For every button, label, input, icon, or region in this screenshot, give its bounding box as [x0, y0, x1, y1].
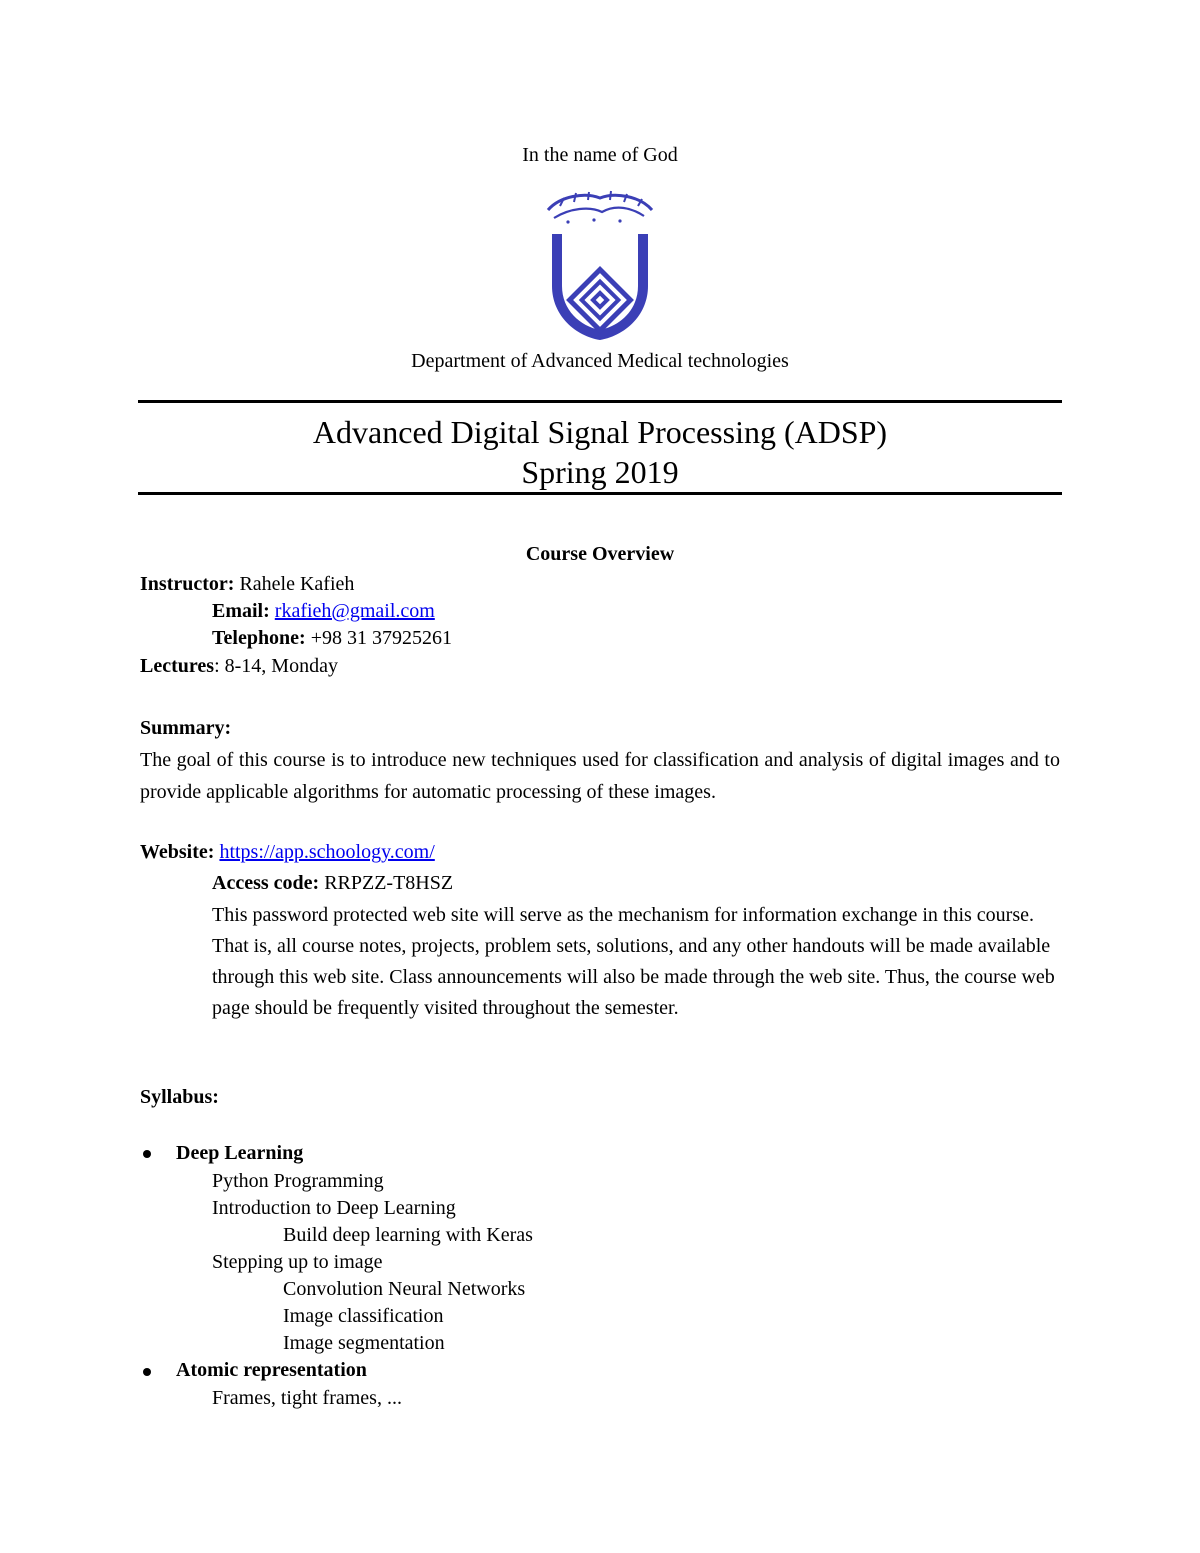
syllabus-item: Frames, tight frames, ... — [212, 1387, 402, 1409]
bullet-icon — [143, 1368, 151, 1376]
invocation-text: In the name of God — [522, 144, 678, 166]
overview-heading: Course Overview — [525, 543, 675, 565]
instructor-label: Instructor: — [140, 573, 235, 595]
lectures-label: Lectures — [140, 655, 215, 677]
syllabus-subitem: Image segmentation — [283, 1332, 445, 1354]
syllabus-heading: Syllabus: — [140, 1086, 219, 1108]
instructor-value: Rahele Kafieh — [239, 573, 355, 595]
access-code-label: Access code: — [212, 872, 320, 894]
university-emblem — [540, 188, 660, 343]
summary-text: The goal of this course is to introduce new techniques used for classification and analysis of digital images and to provide applicable algorithms for automatic processing of these images. — [140, 749, 1060, 803]
lectures-line — [140, 653, 338, 679]
bottom-rule — [138, 492, 1062, 495]
syllabus-subitem: Build deep learning with Keras — [283, 1224, 533, 1246]
email-link[interactable]: rkafieh@gmail.com — [274, 600, 435, 622]
lectures-value: : 8-14, Monday — [214, 655, 338, 677]
website-label: Website: — [140, 841, 215, 863]
department-name: Department of Advanced Medical technologies — [411, 350, 789, 372]
summary-heading: Summary: — [140, 717, 232, 739]
email-label: Email: — [212, 600, 270, 622]
topic-title: Atomic representation — [176, 1359, 367, 1381]
syllabus-item: Python Programming — [212, 1170, 384, 1192]
telephone-line — [212, 625, 452, 651]
access-code-value: RRPZZ-T8HSZ — [324, 872, 454, 894]
instructor-line — [140, 571, 354, 597]
syllabus-item: Introduction to Deep Learning — [212, 1197, 456, 1219]
bullet-icon — [143, 1150, 151, 1158]
telephone-label: Telephone: — [212, 627, 306, 649]
telephone-value: +98 31 37925261 — [310, 627, 453, 649]
syllabus-subitem: Image classification — [283, 1305, 444, 1327]
website-link[interactable]: https://app.schoology.com/ — [219, 841, 435, 863]
syllabus-item: Stepping up to image — [212, 1251, 383, 1273]
access-code-line — [212, 870, 453, 896]
emblem-icon — [540, 188, 660, 343]
topic-title: Deep Learning — [176, 1142, 304, 1164]
top-rule — [138, 400, 1062, 403]
website-line — [140, 839, 435, 865]
semester-title: Spring 2019 — [521, 454, 679, 490]
website-description: This password protected web site will serve as the mechanism for information exchange in this course. That is, all course notes, projects, problem sets, solutions, and any other handouts will be made available through this web site. Class announcements will also be made through the web site. Thus, the course web page should be frequently visited throughout the semester. — [212, 904, 1055, 1019]
syllabus-subitem: Convolution Neural Networks — [283, 1278, 526, 1300]
email-line — [212, 598, 435, 624]
course-title: Advanced Digital Signal Processing (ADSP) — [312, 414, 888, 450]
